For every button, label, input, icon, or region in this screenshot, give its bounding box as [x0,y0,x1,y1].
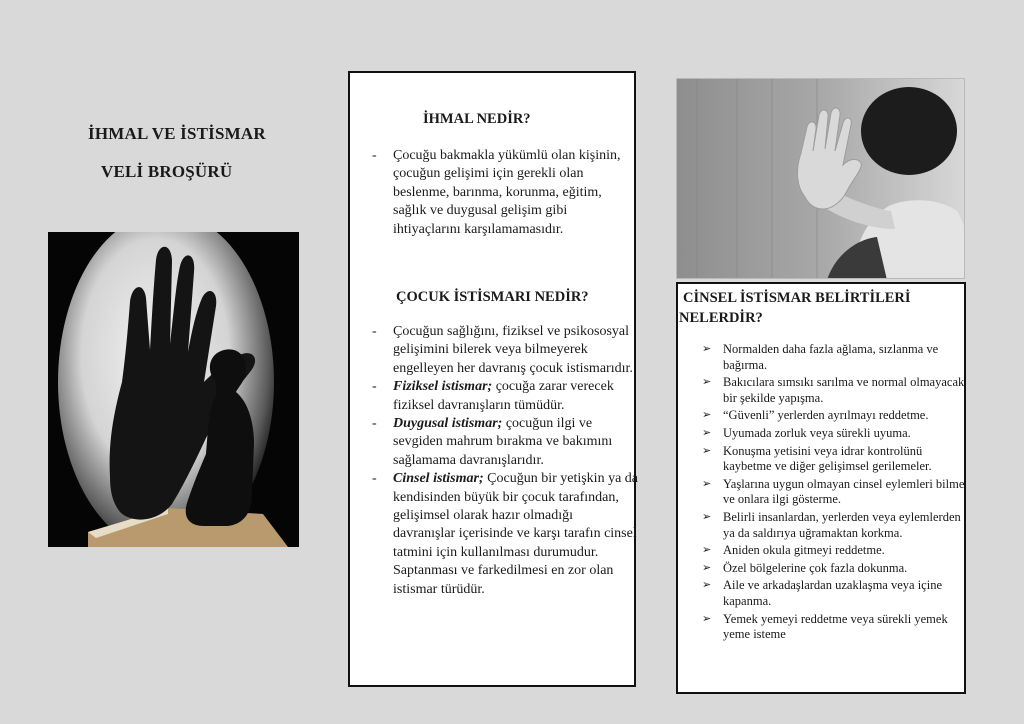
signs-list [702,342,966,645]
sign-item: ➢ Özel bölgelerine çok fazla dokunma. [702,560,908,575]
neglect-definition: - Çocuğu bakmakla yükümlü olan kişinin, çocuğun gelişimi için gerekli olan beslenme, barınma, korunma, eğitim, sağlık ve duygusal gelişim gibi ihtiyaçlarını karşılamamasıdır. [368,147,638,239]
arrow-bullet-icon: ➢ [702,561,712,574]
neglect-heading: İHMAL NEDİR? [423,111,531,127]
sign-item: ➢ Belirli insanlardan, yerlerden veya eylemlerden ya da saldırıya uğramaktan korkma. [702,509,961,540]
signs-heading-line1: CİNSEL İSTİSMAR BELİRTİLERİ [683,290,911,306]
arrow-bullet-icon: ➢ [702,444,712,457]
brochure-title-line2: VELİ BROŞÜRÜ [101,162,233,181]
arrow-bullet-icon: ➢ [702,426,712,439]
sign-item: ➢ Uyumada zorluk veya sürekli uyuma. [702,425,911,440]
sign-item: ➢ “Güvenli” yerlerden ayrılmayı reddetme. [702,408,929,423]
child-hand-illustration [677,79,965,279]
arrow-bullet-icon: ➢ [702,477,712,490]
hand-shadow-illustration [48,232,299,547]
hand-shadow-photo [48,232,299,547]
sign-item: ➢ Normalden daha fazla ağlama, sızlanma ve bağırma. [702,342,939,372]
sign-item: ➢ Yemek yemeyi reddetme veya sürekli yemek yeme isteme [702,611,948,642]
arrow-bullet-icon: ➢ [702,409,712,422]
sexual-abuse-term: Cinsel istismar; [393,471,484,487]
emotional-abuse-text: çocuğun ilgi ve sevgiden mahrum bırakma ve bakımını sağlamama davranışlarıdır. [393,416,613,468]
emotional-abuse-item [368,415,638,470]
arrow-bullet-icon: ➢ [702,579,712,592]
sexual-abuse-item [368,470,638,599]
physical-abuse-item [368,378,638,415]
signs-heading-line2: NELERDİR? [679,310,763,326]
physical-abuse-text: çocuğa zarar verecek fiziksel davranışların tümüdür. [393,379,614,413]
arrow-bullet-icon: ➢ [702,376,712,389]
sign-item: ➢ Aile ve arkadaşlardan uzaklaşma veya içine kapanma. [702,578,942,608]
brochure-title-line1: İHMAL VE İSTİSMAR [88,124,266,143]
neglect-list [368,147,638,239]
emotional-abuse-term: Duygusal istismar; [393,416,503,432]
definitions-panel [348,71,639,687]
arrow-bullet-icon: ➢ [702,510,712,523]
arrow-bullet-icon: ➢ [702,544,712,557]
sign-item: ➢ Bakıcılara sımsıkı sarılma ve normal olmayacak bir şekilde yapışma. [702,375,965,405]
signs-panel [676,282,966,694]
child-raising-hand-photo [676,78,965,279]
arrow-bullet-icon: ➢ [702,343,712,355]
sign-item: ➢ Yaşlarına uygun olmayan cinsel eylemleri bilme ve onlara ilgi gösterme. [702,476,965,507]
sign-item: ➢ Konuşma yetisini veya idrar kontrolünü kaybetme ve diğer gelişimsel gerilemeler. [702,443,932,474]
sign-item: ➢ Aniden okula gitmeyi reddetme. [702,543,885,558]
physical-abuse-term: Fiziksel istismar; [393,379,493,395]
signs-heading [679,288,911,328]
child-abuse-heading: ÇOCUK İSTİSMARI NEDİR? [396,289,589,305]
abuse-definition: - Çocuğun sağlığını, fiziksel ve psikososyal gelişimini bilerek veya bilmeyerek engelleyen her davranış çocuk istismarıdır. [368,323,638,378]
sexual-abuse-text: Çocuğun bir yetişkin ya da kendisinden büyük bir çocuk tarafından, gelişimsel olarak hazır olmadığı davranışlar içerisinde ve karşı tarafın cinsel tatmini için kullanılması durumudur. Saptanması ve farkedilmesi en zor olan istismar türüdür. [393,471,639,597]
arrow-bullet-icon: ➢ [702,612,712,625]
abuse-list [368,323,638,599]
